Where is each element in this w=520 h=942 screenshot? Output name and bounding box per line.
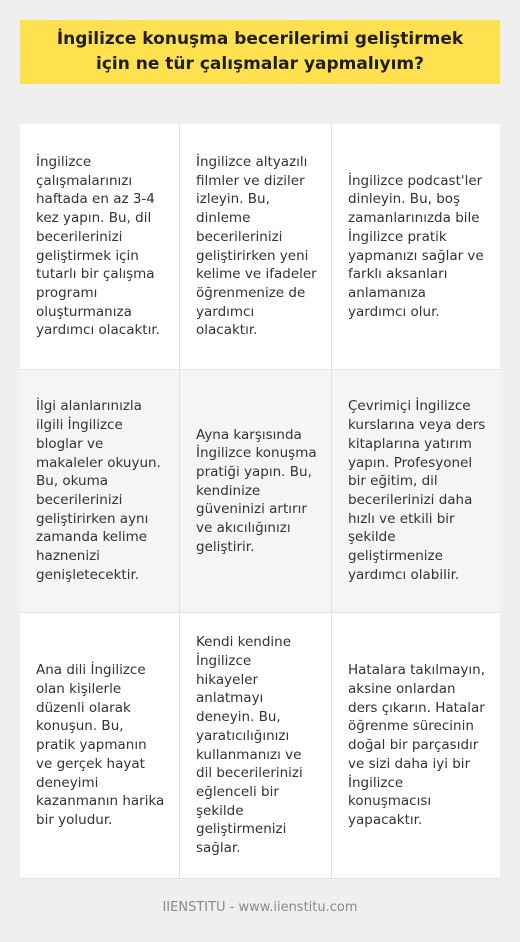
tip-text: Ana dili İngilizce olan kişilerle düzenli olarak konuşun. Bu, pratik yapmanın ve gerçek hayat deneyimi kazanmanın harika bir yoludur. <box>36 662 165 828</box>
footer-credit: IIENSTITU - www.iienstitu.com <box>162 900 358 915</box>
tip-cell <box>180 124 332 370</box>
tip-text: İlgi alanlarınızla ilgili İngilizce bloglar ve makaleler okuyun. Bu, okuma becerilerinizi geliştirirken aynı zamanda kelime haznenizi genişletecektir. <box>36 398 161 583</box>
tip-text: Çevrimiçi İngilizce kurslarına veya ders kitaplarına yatırım yapın. Profesyonel bir eğitim, dil becerilerinizi daha hızlı ve etkili bir şekilde geliştirmenize yardımcı olabilir. <box>348 398 486 583</box>
tip-cell <box>180 613 332 879</box>
tip-cell <box>180 370 332 613</box>
tip-cell <box>332 613 500 879</box>
tip-cell <box>332 370 500 613</box>
tip-text: Hatalara takılmayın, aksine onlardan ders çıkarın. Hatalar öğrenme sürecinin doğal bir parçasıdır ve sizi daha iyi bir İngilizce konuşmacısı yapacaktır. <box>348 662 486 828</box>
tip-cell <box>20 124 180 370</box>
tip-cell <box>20 370 180 613</box>
tip-cell <box>332 124 500 370</box>
tips-grid <box>20 124 500 879</box>
tip-text: İngilizce altyazılı filmler ve diziler izleyin. Bu, dinleme becerilerinizi geliştirirken yeni kelime ve ifadeler öğrenmenize de yardımcı olacaktır. <box>196 153 317 339</box>
tip-text: Kendi kendine İngilizce hikayeler anlatmayı deneyin. Bu, yaratıcılığınızı kullanmanızı ve dil becerilerinizi eğlenceli bir şekilde geliştirmenizi sağlar. <box>196 634 303 857</box>
tip-cell <box>20 613 180 879</box>
tip-text: İngilizce çalışmalarınızı haftada en az 3-4 kez yapın. Bu, dil becerilerinizi geliştirmek için tutarlı bir çalışma programı oluşturmanıza yardımcı olacaktır. <box>36 153 160 339</box>
page-title: İngilizce konuşma becerilerimi geliştirmek için ne tür çalışmalar yapmalıyım? <box>56 29 464 74</box>
tip-text: İngilizce podcast'ler dinleyin. Bu, boş zamanlarınızda bile İngilizce pratik yapmanızı sağlar ve farklı aksanları anlamanıza yardımcı olur. <box>348 172 484 320</box>
tip-text: Ayna karşısında İngilizce konuşma pratiği yapın. Bu, kendinize güveninizi artırır ve akıcılığınızı geliştirir. <box>196 426 317 555</box>
title-banner <box>20 20 500 84</box>
